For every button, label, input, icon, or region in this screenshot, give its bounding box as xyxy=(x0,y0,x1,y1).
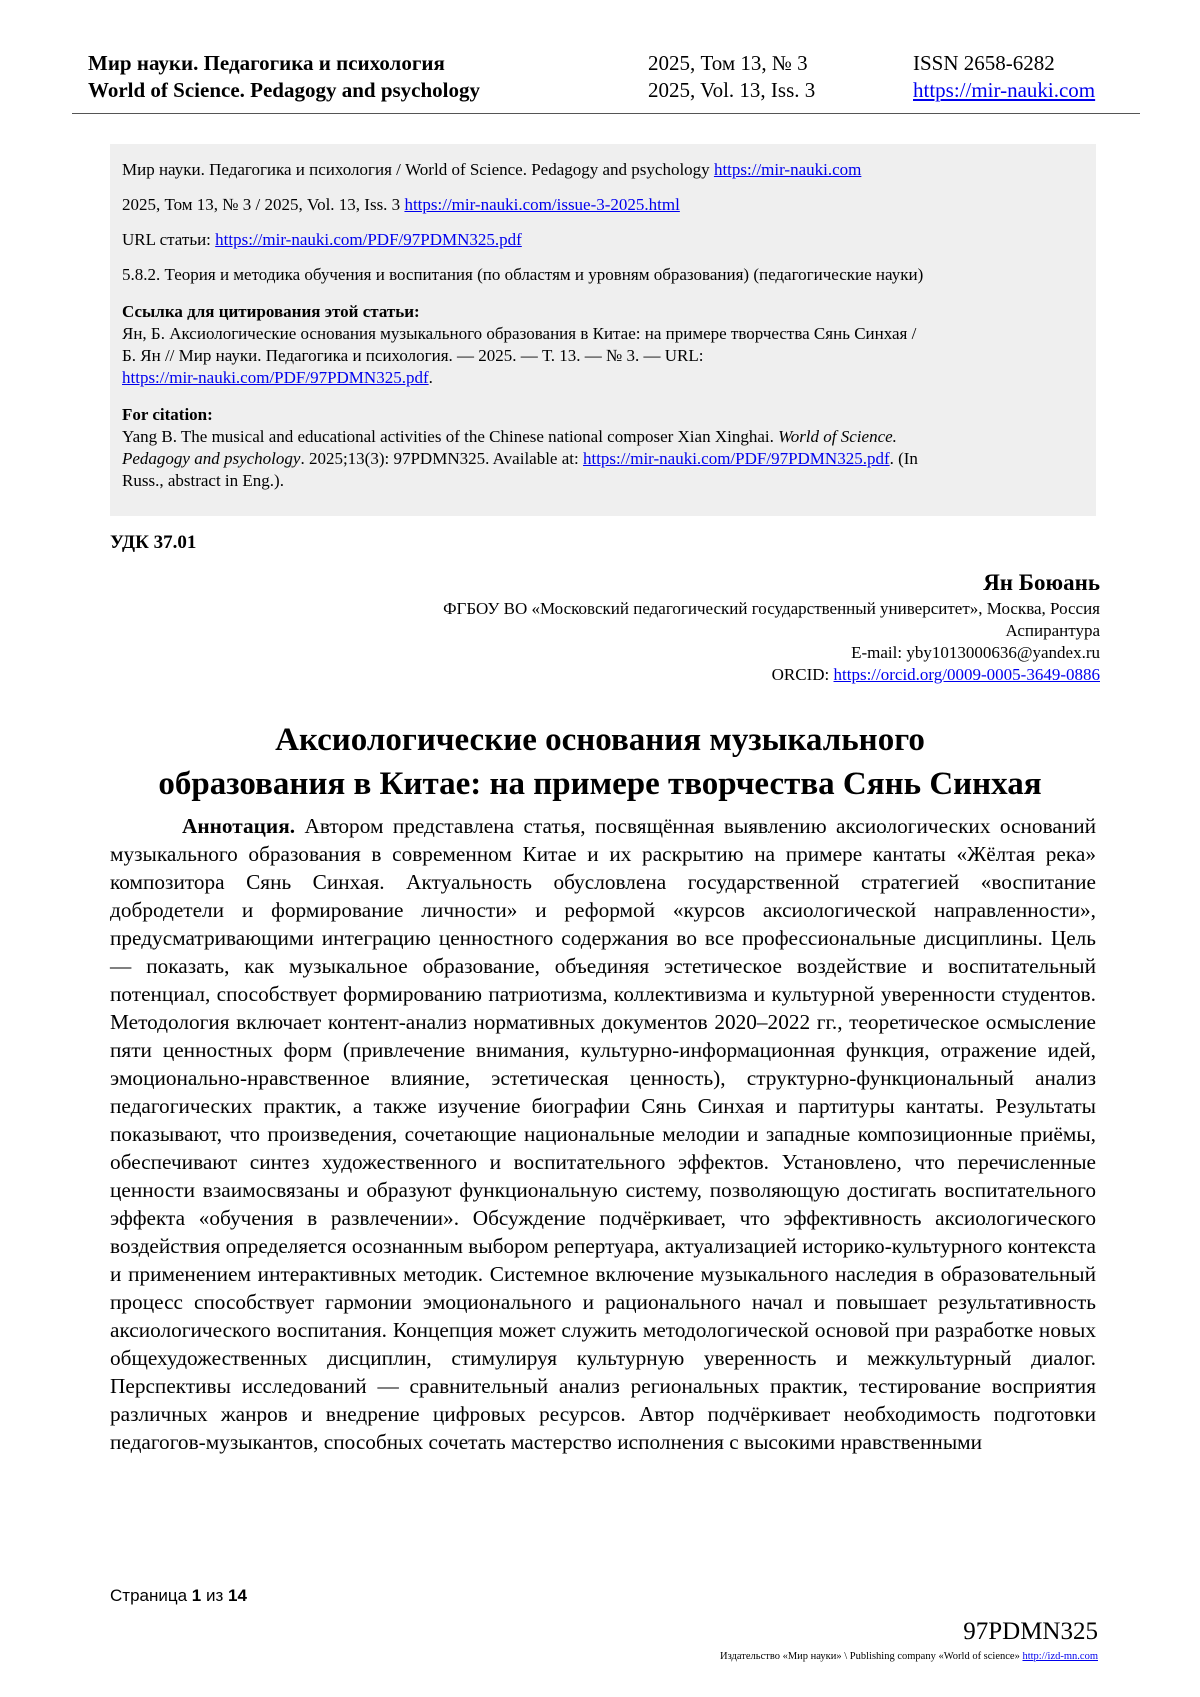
abstract-label: Аннотация. xyxy=(182,814,296,838)
article-code: 97PDMN325 xyxy=(963,1618,1098,1645)
article-title xyxy=(100,718,1100,806)
cite-ru-end: . xyxy=(428,368,433,387)
cite-ru-line2: Б. Ян // Мир науки. Педагогика и психология. — 2025. — Т. 13. — № 3. — URL: xyxy=(122,346,704,365)
info-issue-link[interactable]: https://mir-nauki.com/issue-3-2025.html xyxy=(404,195,680,214)
info-issue-line xyxy=(122,194,680,215)
header-journal-en: World of Science. Pedagogy and psychology xyxy=(88,78,481,102)
author-orcid xyxy=(443,664,1100,686)
cite-ru-line3 xyxy=(122,367,433,388)
cite-ru-heading: Ссылка для цитирования этой статьи: xyxy=(122,302,420,321)
header-issue-en: 2025, Vol. 13, Iss. 3 xyxy=(648,78,816,102)
cite-ru-link[interactable]: https://mir-nauki.com/PDF/97PDMN325.pdf xyxy=(122,368,429,387)
abstract-text: Автором представлена статья, посвящённая выявлению аксиологических оснований музыкального образования в современном Китае и их раскрытию на примере кантаты «Жёлтая река» композитора Сянь Синхая. Актуальность обусловлена государственной стратегией «воспитание добродетели и формирование личности» и реформой «курсов аксиологической направленности», предусматривающими интеграцию ценностного содержания во все профессиональные дисциплины. Цель — показать, как музыкальное образование, объединяя эстетическое воздействие и воспитательный потенциал, способствует формированию патриотизма, коллективизма и культурной уверенности студентов. Методология включает контент-анализ нормативных документов 2020–2022 гг., теоретическое осмысление пяти ценностных форм (привлечение внимания, культурно-информационная функция, отражение идей, эмоционально-нравственное влияние, эстетическая ценность), структурно-функциональный анализ педагогических практик, а также изучение биографии Сянь Синхая и партитуры кантаты. Результаты показывают, что произведения, сочетающие национальные мелодии и западные композиционные приёмы, обеспечивают синтез художественного и воспитательного эффектов. Установлено, что перечисленные ценности взаимосвязаны и образуют функциональную систему, позволяющую достигать воспитательного эффекта «обучения в развлечении». Обсуждение подчёркивает, что эффективность аксиологического воздействия определяется осознанным выбором репертуара, актуализацией историко-культурного контекста и применением интерактивных методик. Системное включение музыкального наследия в образовательный процесс способствует гармонии эмоционального и рационального начал и повышает результативность аксиологического воспитания. Концепция может служить методологической основой при разработке новых общехудожественных дисциплин, стимулируя культурную уверенность и межкультурный диалог. Перспективы исследований — сравнительный анализ региональных практик, тестирование восприятия различных жанров и внедрение цифровых ресурсов. Автор подчёркивает необходимость подготовки педагогов-музыкантов, способных сочетать мастерство исполнения с высокими нравственными xyxy=(110,814,1096,1454)
header-journal-ru: Мир науки. Педагогика и психология xyxy=(88,51,445,75)
page-total: 14 xyxy=(228,1586,247,1605)
article-info-box xyxy=(110,144,1096,516)
cite-en-line2-end: . (In xyxy=(889,449,918,468)
page-number: 1 xyxy=(191,1586,202,1605)
publisher-link[interactable]: http://izd-mn.com xyxy=(1022,1651,1098,1662)
author-position: Аспирантура xyxy=(1005,621,1100,640)
orcid-link[interactable]: https://orcid.org/0009-0005-3649-0886 xyxy=(833,665,1100,684)
cite-en-line1-text: Yang B. The musical and educational activities of the Chinese national composer Xian Xinghai. xyxy=(122,427,779,446)
udk-code: УДК 37.01 xyxy=(110,532,197,553)
info-url-line xyxy=(122,229,522,250)
page-mid: из xyxy=(201,1586,228,1605)
cite-en-journal-italic: World of Science. xyxy=(778,427,897,446)
page-prefix: Страница xyxy=(110,1586,192,1605)
cite-en-line1 xyxy=(122,426,897,447)
info-journal-line xyxy=(122,159,861,180)
info-issue-text: 2025, Том 13, № 3 / 2025, Vol. 13, Iss. 3 xyxy=(122,195,405,214)
info-specialty-line: 5.8.2. Теория и методика обучения и воспитания (по областям и уровням образования) (педагогические науки) xyxy=(122,265,924,284)
author-name: Ян Боюань xyxy=(983,570,1100,595)
cite-en-heading: For citation: xyxy=(122,405,213,424)
cite-en-line3: Russ., abstract in Eng.). xyxy=(122,471,284,490)
title-line-2: образования в Китае: на примере творчества Сянь Синхая xyxy=(158,766,1042,802)
orcid-label: ORCID: xyxy=(771,665,834,684)
info-url-label: URL статьи: xyxy=(122,230,216,249)
cite-en-line2 xyxy=(122,448,918,469)
abstract xyxy=(110,812,1096,1456)
author-block xyxy=(443,568,1100,686)
header-issn: ISSN 2658-6282 xyxy=(913,51,1055,75)
cite-ru-line1: Ян, Б. Аксиологические основания музыкального образования в Китае: на примере творчества Сянь Синхая / xyxy=(122,324,917,343)
author-affiliation: ФГБОУ ВО «Московский педагогический государственный университет», Москва, Россия xyxy=(443,599,1100,618)
title-line-1: Аксиологические основания музыкального xyxy=(275,722,925,758)
header-issue-ru: 2025, Том 13, № 3 xyxy=(648,51,808,75)
header-divider xyxy=(72,113,1140,114)
info-journal-link[interactable]: https://mir-nauki.com xyxy=(713,160,862,179)
author-email: E-mail: yby1013000636@yandex.ru xyxy=(851,643,1100,662)
info-article-url-link[interactable]: https://mir-nauki.com/PDF/97PDMN325.pdf xyxy=(215,230,522,249)
cite-en-link[interactable]: https://mir-nauki.com/PDF/97PDMN325.pdf xyxy=(582,449,890,468)
publisher-text: Издательство «Мир науки» \ Publishing company «World of science» xyxy=(720,1651,1023,1662)
page-counter xyxy=(110,1586,247,1606)
cite-en-line2-text: . 2025;13(3): 97PDMN325. Available at: xyxy=(300,449,583,468)
header-site-link[interactable]: https://mir-nauki.com xyxy=(913,78,1096,102)
info-journal-text: Мир науки. Педагогика и психология / World of Science. Pedagogy and psychology xyxy=(122,160,714,179)
publisher-line xyxy=(720,1651,1098,1662)
cite-en-journal-italic-2: Pedagogy and psychology xyxy=(122,449,301,468)
